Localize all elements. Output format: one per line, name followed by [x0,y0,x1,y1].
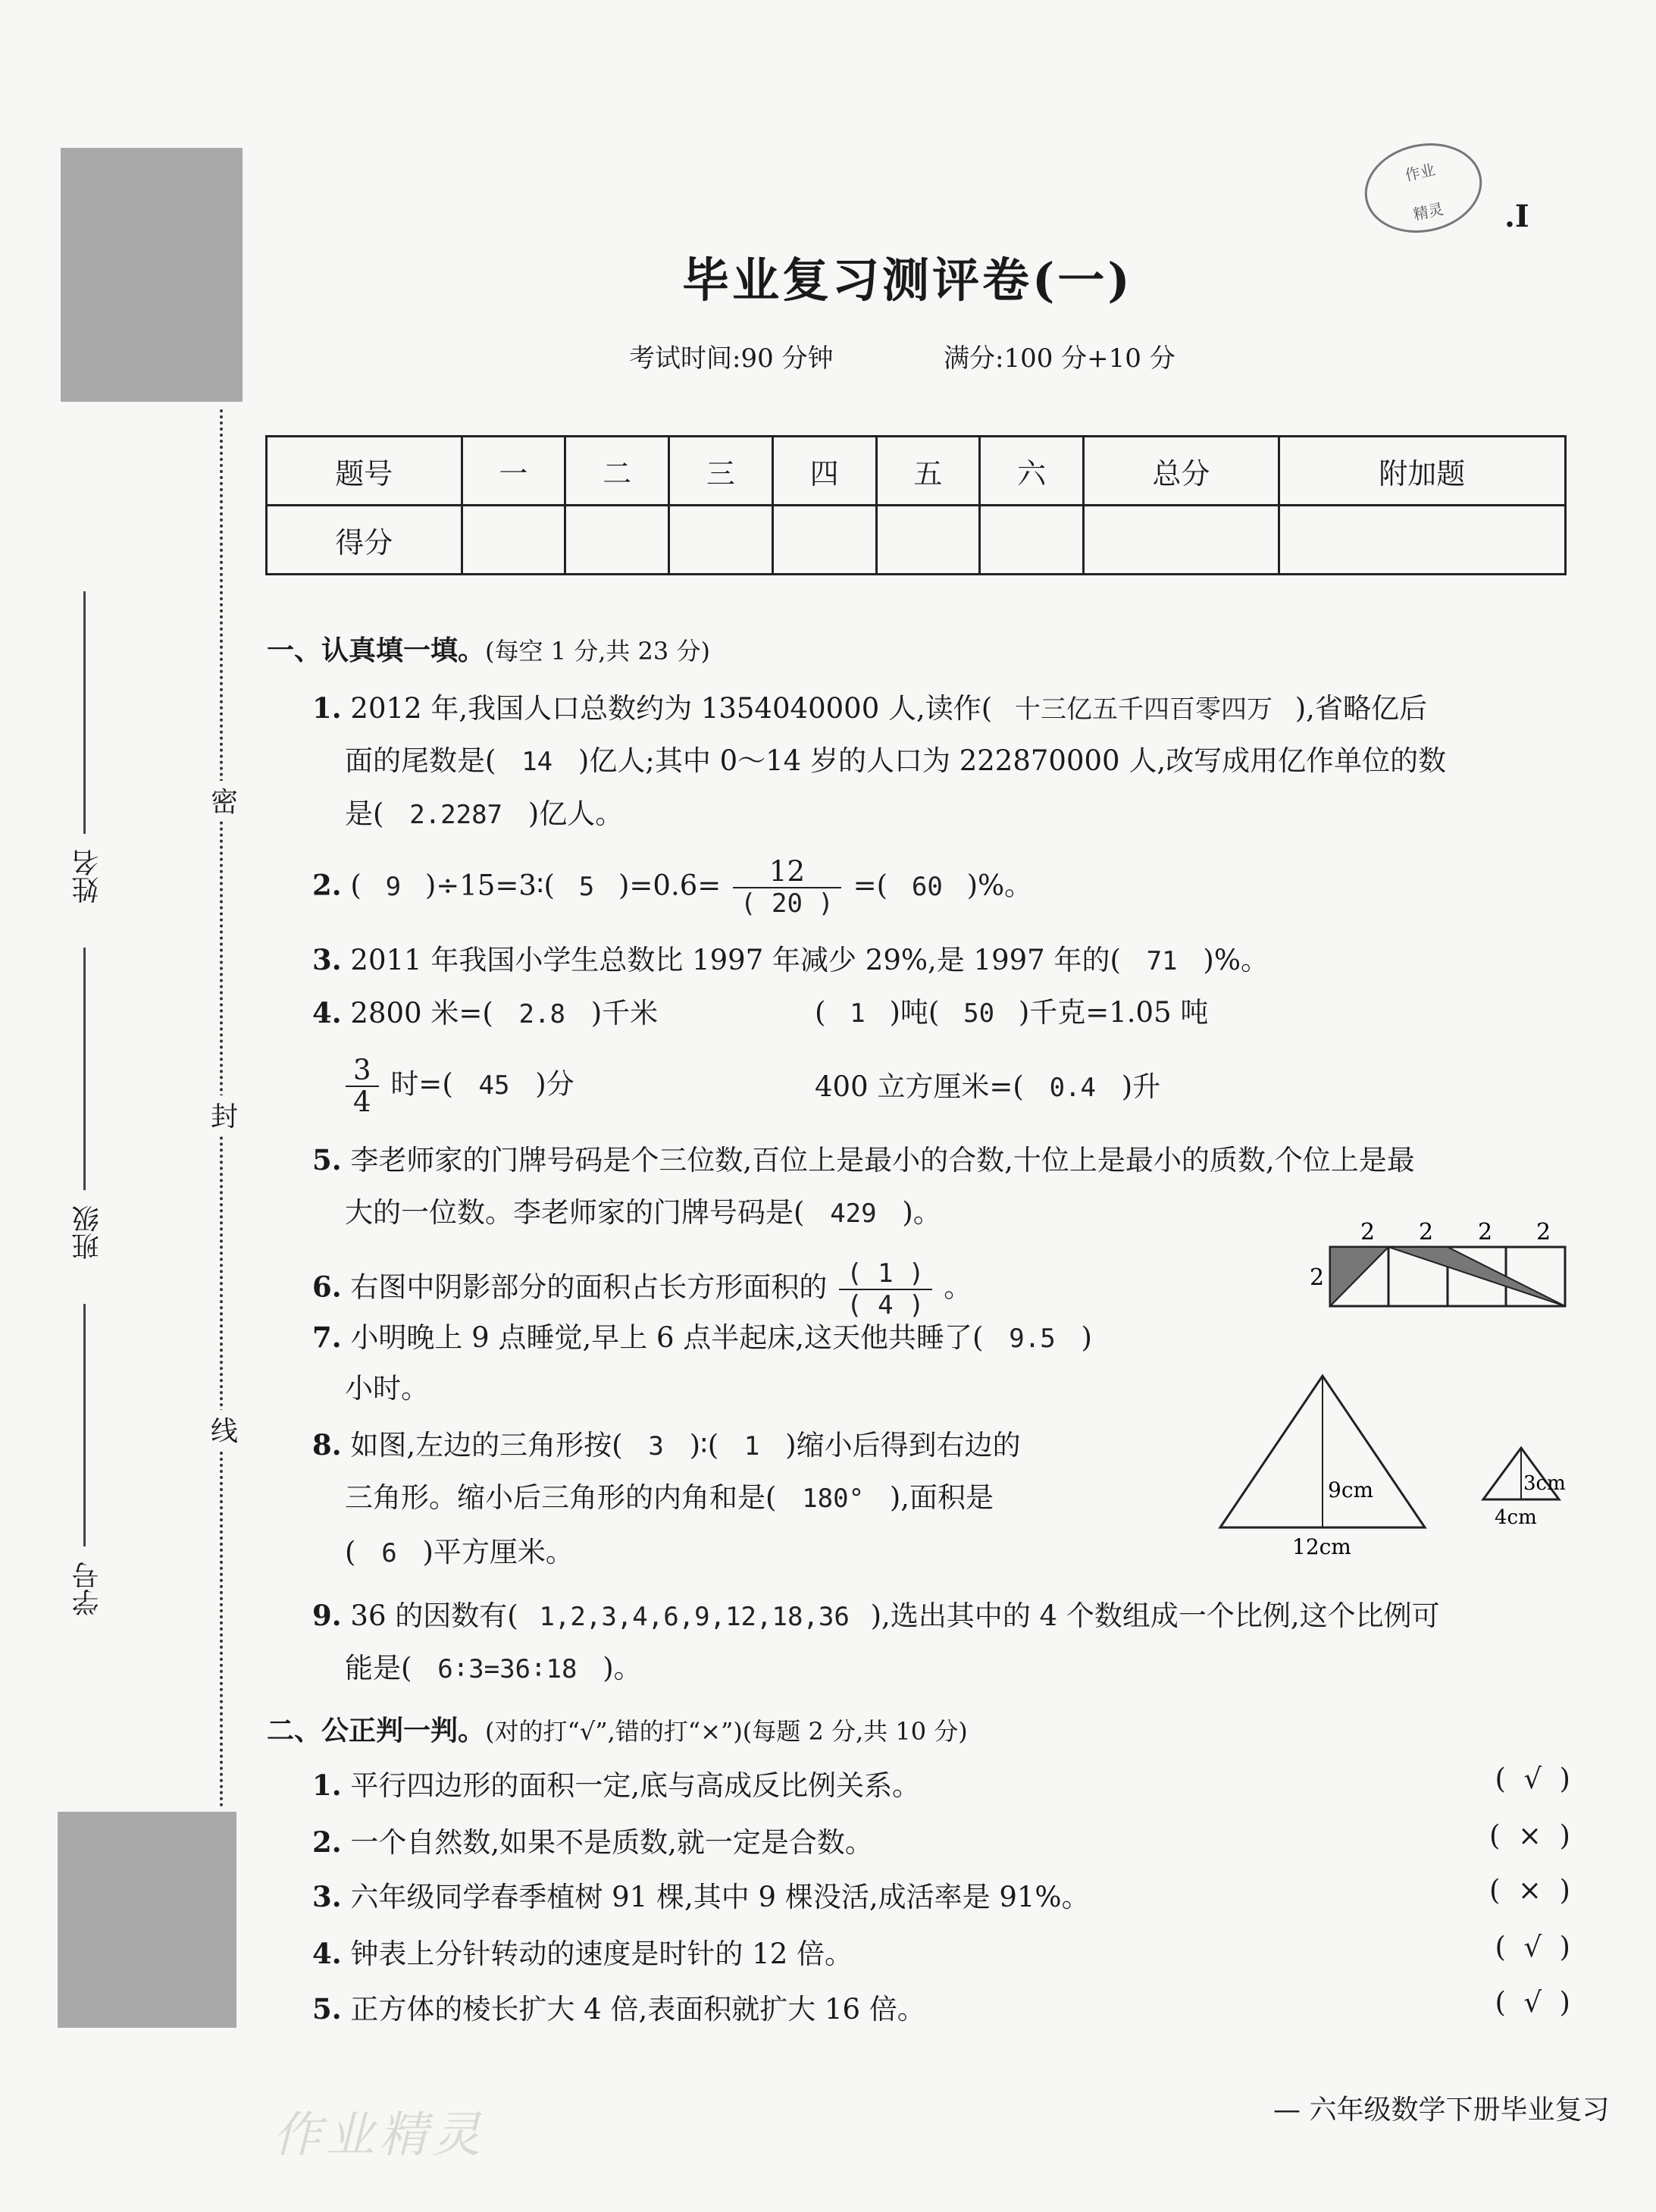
q1-line2 [345,734,1446,789]
q-number: 7. [312,1321,342,1354]
answer-blank[interactable]: 14 [521,747,553,777]
big-height-label: 9cm [1328,1477,1374,1502]
q-text: 小时。 [345,1372,429,1405]
score-input-cell[interactable] [876,506,980,575]
exam-time: 考试时间:90 分钟 [629,343,834,374]
full-score: 满分:100 分+10 分 [944,343,1175,374]
judge-item-4 [312,1931,1570,1972]
judge-item-5 [312,1986,1570,2027]
answer-blank[interactable]: 429 [830,1198,877,1229]
fraction [346,1055,379,1117]
q-number: 2. [312,1825,342,1859]
watermark: 作业精灵 [273,2107,485,2163]
fraction-numerator: 3 [346,1055,379,1087]
score-input-cell[interactable] [980,506,1084,575]
section1-note: (每空 1 分,共 23 分) [485,637,710,666]
q3 [312,932,1269,989]
q-text: )千克=1.05 吨 [1018,996,1209,1029]
answer-blank[interactable]: 十三亿五千四百零四万 [1014,694,1273,725]
fig-top-label: 2 [1360,1219,1376,1245]
q-number: 3. [312,943,342,976]
q-text: 。 [944,1270,972,1304]
q-text: 平行四边形的面积一定,底与高成反比例关系。 [350,1769,921,1802]
answer-blank[interactable]: 180° [802,1484,865,1514]
q4 [312,985,658,1042]
logo-stamp [1357,133,1491,243]
q-text: )%。 [966,869,1033,902]
seal-char-xian: 线 [211,1410,238,1449]
q1 [312,681,1427,737]
answer-blank[interactable]: 45 [478,1070,510,1101]
q-text: 能是( [345,1652,412,1684]
q8 [312,1418,1021,1474]
fig-top-label: 2 [1478,1219,1493,1245]
score-table-score-row [267,506,1566,575]
section1-title: 一、认真填一填。 [267,634,486,666]
q-text: )平方厘米。 [422,1536,574,1568]
q-text: )。 [902,1196,941,1229]
judge-item-2 [312,1819,1570,1860]
answer-blank[interactable]: 71 [1146,946,1178,976]
big-base-label: 12cm [1292,1534,1351,1559]
section1-heading [267,629,710,668]
answer-blank[interactable]: 9 [385,871,402,902]
name-line[interactable] [83,591,86,834]
q-text: 李老师家的门牌号码是个三位数,百位上是最小的合数,十位上是最小的质数,个位上是最 [350,1144,1415,1176]
q-text: ),选出其中的 4 个数组成一个比例,这个比例可 [870,1599,1440,1632]
q-text: 2800 米=( [350,997,493,1029]
answer-blank[interactable]: ( 4 ) [847,1290,925,1321]
answer-blank[interactable]: 1 [850,998,866,1029]
q8-line2 [345,1471,994,1526]
fraction [733,857,841,919]
table-cell: 二 [565,437,669,506]
q-text: 一个自然数,如果不是质数,就一定是合数。 [350,1826,873,1859]
q2 [312,857,1032,919]
q-number: 3. [312,1880,342,1913]
q-text: 36 的因数有( [350,1599,518,1632]
answer-blank[interactable]: 50 [963,998,995,1029]
name-label: 姓名 [72,849,103,904]
q-text: ),省略亿后 [1294,692,1427,725]
q-text: ( [350,869,362,902]
q4-part2 [815,985,1208,1041]
score-input-cell[interactable] [1279,506,1565,575]
answer-blank[interactable]: 3 [648,1431,664,1462]
table-cell: 附加题 [1279,437,1565,506]
q-text: )缩小后得到右边的 [785,1429,1021,1462]
judge-answer[interactable]: ( × ) [1489,1819,1570,1852]
q7 [312,1310,1092,1366]
triangles-figure [1213,1364,1584,1562]
judge-item-3 [312,1874,1570,1915]
table-cell: 三 [669,437,773,506]
q-number: 6. [312,1270,342,1304]
q-number: 1. [312,691,342,725]
q-text: )%。 [1203,944,1269,976]
answer-blank[interactable]: 1,2,3,4,6,9,12,18,36 [539,1602,850,1632]
q-text: 正方体的棱长扩大 4 倍,表面积就扩大 16 倍。 [350,1993,925,2026]
q-text: )亿人;其中 0～14 岁的人口为 222870000 人,改写成用亿作单位的数 [578,744,1447,777]
class-label: 班级 [72,1205,103,1260]
judge-answer[interactable]: ( √ ) [1495,1986,1570,2019]
answer-blank[interactable]: 0.4 [1049,1073,1097,1103]
score-table [265,435,1567,575]
section2-title: 二、公正判一判。 [267,1715,486,1747]
score-input-cell[interactable] [462,506,565,575]
q-text: ( [345,1536,356,1568]
q-text: ),面积是 [889,1481,994,1514]
q8-line3 [345,1525,574,1581]
q-text: 大的一位数。李老师家的门牌号码是( [345,1196,805,1229]
q-number: 8. [312,1428,342,1462]
answer-blank[interactable]: ( 20 ) [740,888,834,919]
q-number: 2. [312,868,342,902]
q-text: 是( [345,797,384,830]
score-input-cell[interactable] [1084,506,1279,575]
seal-char-mi: 密 [211,781,238,819]
q-text: )=0.6= [618,869,722,902]
q-text: 三角形。缩小后三角形的内角和是( [345,1481,777,1514]
q-text: 钟表上分针转动的速度是时针的 12 倍。 [350,1938,853,1970]
q9 [312,1588,1440,1644]
q7-line2 [345,1361,429,1416]
judge-mark: × [1518,1874,1542,1907]
q-text: ) [1081,1321,1092,1354]
score-input-cell[interactable] [565,506,669,575]
q1-line3 [345,787,623,842]
q-text: )吨( [889,996,940,1029]
table-cell: 题号 [267,437,462,506]
q-text: 400 立方厘米=( [815,1070,1024,1103]
q-text: 时=( [390,1067,453,1101]
fig-shaded-triangle [1388,1247,1565,1306]
q-text: 2012 年,我国人口总数约为 1354040000 人,读作( [350,692,993,725]
answer-blank[interactable]: 60 [911,871,943,902]
judge-mark: √ [1523,1762,1542,1795]
q4-part4 [815,1060,1160,1115]
q5-line2 [345,1186,941,1241]
q-text: ( [815,996,826,1029]
table-cell: 六 [980,437,1084,506]
judge-answer[interactable]: ( × ) [1489,1874,1570,1907]
judge-mark: √ [1523,1986,1542,2019]
answer-blank[interactable]: 9.5 [1009,1324,1056,1354]
fig-top-label: 2 [1536,1219,1551,1245]
q4-part3 [343,1055,574,1117]
stamp-line-1: 作业 [1403,160,1437,185]
q-text: 小明晚上 9 点睡觉,早上 6 点半起床,这天他共睡了( [350,1321,984,1354]
q9-line2 [345,1641,642,1697]
q-text: 右图中阴影部分的面积占长方形面积的 [350,1270,828,1304]
table-cell: 四 [772,437,876,506]
section2-heading [267,1709,968,1748]
q-text: )千米 [590,997,659,1029]
q-text: 如图,左边的三角形按( [350,1429,623,1462]
answer-blank[interactable]: 2.2287 [409,800,503,830]
score-input-cell[interactable] [772,506,876,575]
judge-mark: × [1518,1819,1542,1852]
judge-answer[interactable]: ( √ ) [1495,1762,1570,1795]
table-cell: 一 [462,437,565,506]
small-base-label: 4cm [1495,1506,1537,1529]
q-text: 2011 年我国小学生总数比 1997 年减少 29%,是 1997 年的( [350,944,1121,976]
q-text: 面的尾数是( [345,744,496,777]
stamp-line-2: 精灵 [1411,199,1445,224]
fraction-numerator: 12 [733,857,841,888]
q-number: 9. [312,1599,342,1632]
score-table-header-row [267,437,1566,506]
q-number: 5. [312,1143,342,1176]
student-id-label: 学号 [72,1562,103,1616]
q-text: )亿人。 [527,797,624,830]
fraction-denominator: 4 [353,1086,371,1118]
page-title: 毕业复习测评卷(一) [682,252,1133,308]
table-cell: 得分 [267,506,462,575]
q-text: 六年级同学春季植树 91 棵,其中 9 棵没活,成活率是 91%。 [350,1881,1090,1913]
fig-side-label: 2 [1310,1264,1325,1291]
answer-blank[interactable]: ( 1 ) [839,1258,931,1290]
q-number: 4. [312,996,342,1029]
answer-blank[interactable]: 5 [578,871,595,902]
fig-top-label: 2 [1419,1219,1434,1245]
q-number: 4. [312,1937,342,1970]
shaded-rectangle-figure [1304,1217,1584,1315]
q-text: =( [853,869,888,902]
q-number: 1. [312,1769,342,1802]
small-height-label: 3cm [1523,1472,1566,1495]
score-input-cell[interactable] [669,506,773,575]
footer-text: — 六年级数学下册毕业复习 [1273,2095,1610,2126]
answer-blank[interactable]: 2.8 [518,999,565,1029]
answer-blank[interactable]: 1 [743,1431,760,1462]
q5 [312,1133,1415,1188]
corner-mark: .I [1504,199,1529,234]
answer-blank[interactable]: 6∶3=36∶18 [437,1654,578,1684]
answer-blank[interactable]: 6 [381,1538,397,1568]
seal-char-feng: 封 [211,1095,238,1134]
q-text: )分 [535,1067,574,1101]
q-text: )∶( [689,1429,719,1462]
q-text: )÷15=3∶( [424,869,555,902]
table-cell: 五 [876,437,980,506]
margin-gray-block-bottom [58,1812,236,2028]
q-number: 5. [312,1992,342,2026]
student-id-line[interactable] [83,1304,86,1546]
class-line[interactable] [83,948,86,1190]
q-text: )升 [1121,1070,1161,1103]
section2-note: (对的打“√”,错的打“×”)(每题 2 分,共 10 分) [485,1717,968,1746]
table-cell: 总分 [1084,437,1279,506]
judge-mark: √ [1523,1931,1542,1963]
judge-item-1 [312,1762,1570,1803]
judge-answer[interactable]: ( √ ) [1495,1931,1570,1963]
margin-gray-block-top [61,148,243,402]
q-text: )。 [603,1652,642,1684]
